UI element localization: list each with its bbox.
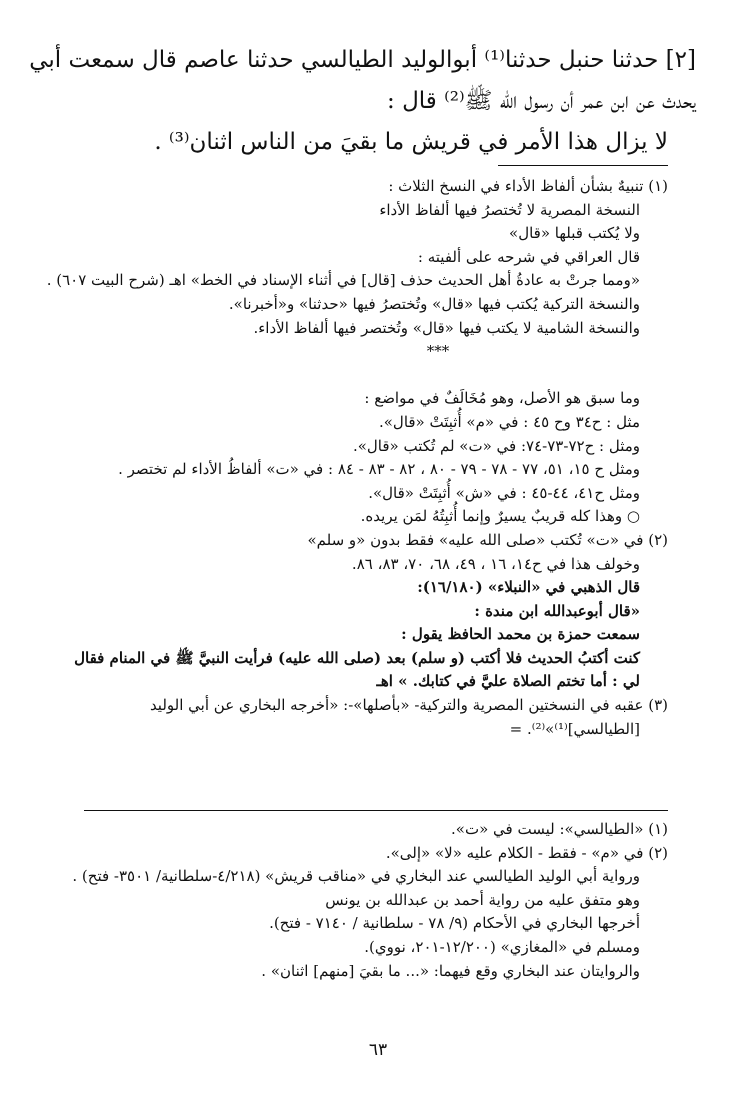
hadith-line: يحدث عن ابن عمر أن رسول الله ﷺ⁽²⁾ قال : bbox=[387, 88, 696, 114]
footnote-line: النسخة المصرية لا تُختصرُ فيها ألفاظ الأداء bbox=[379, 200, 640, 219]
footnote-line: قال العراقي في شرحه على ألفيته : bbox=[417, 247, 640, 266]
footnote-line: (٣) عقبه في النسختين المصرية والتركية- «بأصلها»-: «أخرجه البخاري عن أبي الوليد bbox=[149, 696, 668, 715]
footnote-line: قال الذهبي في «النبلاء» (١٦/١٨٠): bbox=[417, 578, 640, 597]
footnote-line: ورواية أبي الوليد الطيالسي عند البخاري في «مناقب قريش» (٤/٢١٨-سلطانية/ ٣٥٠١- فتح) . bbox=[72, 867, 640, 886]
footnote-line: ○ وهذا كله قريبٌ يسيرٌ وإنما أُثبِتُهُ لمَن يريده. bbox=[360, 507, 640, 526]
page-number: ٦٣ bbox=[368, 1040, 388, 1060]
footnote-separator bbox=[84, 810, 668, 811]
separator-stars: *** bbox=[426, 342, 450, 361]
footnote-line: كنت أكتبُ الحديث فلا أكتب (و سلم) بعد (صلى الله عليه) فرأيت النبيَّ ﷺ في المنام فقال bbox=[74, 648, 640, 667]
footnote-line: سمعت حمزة بن محمد الحافظ يقول : bbox=[401, 625, 640, 644]
footnote-line: «ومما جرتْ به عادةُ أهل الحديث حذف [قال] في أثناء الإسناد في الخط» اهـ (شرح البيت ٦٠٧) . bbox=[46, 271, 640, 290]
footnote-line: وهو متفق عليه من رواية أحمد بن عبدالله بن يونس bbox=[325, 890, 640, 909]
footnote-line: «قال أبوعبدالله ابن مندة : bbox=[474, 601, 640, 620]
footnote-line: أخرجها البخاري في الأحكام (٩/ ٧٨ - سلطانية / ٧١٤٠ - فتح). bbox=[269, 914, 640, 933]
footnote-line: مثل : ح٣٤ وح ٤٥ : في «م» أُثبِتَتْ «قال». bbox=[378, 412, 640, 431]
footnote-line: [الطيالسي]⁽¹⁾»⁽²⁾. = bbox=[509, 719, 640, 738]
footnote-line: ولا يُكتب قبلها «قال» bbox=[509, 224, 640, 243]
hadith-line: لا يزال هذا الأمر في قريش ما بقيَ من الناس اثنان⁽³⁾ . bbox=[154, 129, 668, 155]
hadith-line: [٢] حدثنا حنبل حدثنا⁽¹⁾ أبوالوليد الطيالسي حدثنا عاصم قال سمعت أبي bbox=[29, 47, 696, 73]
footnote-line: ومسلم في «المغازي» (١٢/٢٠٠-٢٠١، نووي). bbox=[364, 937, 640, 956]
footnote-line: والنسخة الشامية لا يكتب فيها «قال» وتُختصر فيها ألفاظ الأداء. bbox=[253, 318, 640, 337]
footnotes-top bbox=[46, 175, 668, 741]
footnotes-bottom bbox=[68, 818, 668, 983]
footnote-line: وما سبق هو الأصل، وهو مُخَالَفٌ في مواضع : bbox=[364, 389, 640, 408]
footnote-line: (١) تنبيهٌ بشأن ألفاظ الأداء في النسخ الثلاث : bbox=[388, 177, 668, 195]
footnote-line: والروايتان عند البخاري وقع فيهما: «... ما بقيَ [منهم] اثنان» . bbox=[261, 961, 640, 980]
hadith-text bbox=[29, 40, 696, 163]
footnote-line: والنسخة التركية يُكتب فيها «قال» وتُختصرُ فيها «حدثنا» و«أخبرنا». bbox=[228, 294, 640, 313]
footnote-line: (٢) في «ت» تُكتب «صلى الله عليه» فقط بدون «و سلم» bbox=[307, 530, 668, 549]
footnote-line: ومثل ح٤١، ٤٤-٤٥ : في «ش» أُثبِتَتْ «قال». bbox=[368, 483, 640, 502]
blank-line bbox=[68, 364, 668, 388]
footnote-line: (٢) في «م» - فقط - الكلام عليه «لا» «إلى». bbox=[385, 843, 668, 862]
footnote-separator bbox=[498, 165, 668, 166]
footnote-line: لي : أما تختم الصلاة عليَّ في كتابك. » اهـ bbox=[376, 672, 640, 691]
footnote-line: (١) «الطيالسي»: ليست في «ت». bbox=[451, 820, 668, 838]
footnote-line: وخولف هذا في ح١٤، ١٦ ، ٤٩، ٦٨، ٧٠، ٨٣، ٨٦. bbox=[351, 554, 640, 573]
footnote-line: ومثل : ح٧٢-٧٣-٧٤: في «ت» لم تُكتب «قال». bbox=[352, 436, 640, 455]
footnote-line: ومثل ح ١٥، ٥١، ٧٧ - ٧٨ - ٧٩ - ٨٠ ، ٨٢ - ٨٣ - ٨٤ : في «ت» ألفاظُ الأداء لم تختصر . bbox=[118, 460, 640, 479]
